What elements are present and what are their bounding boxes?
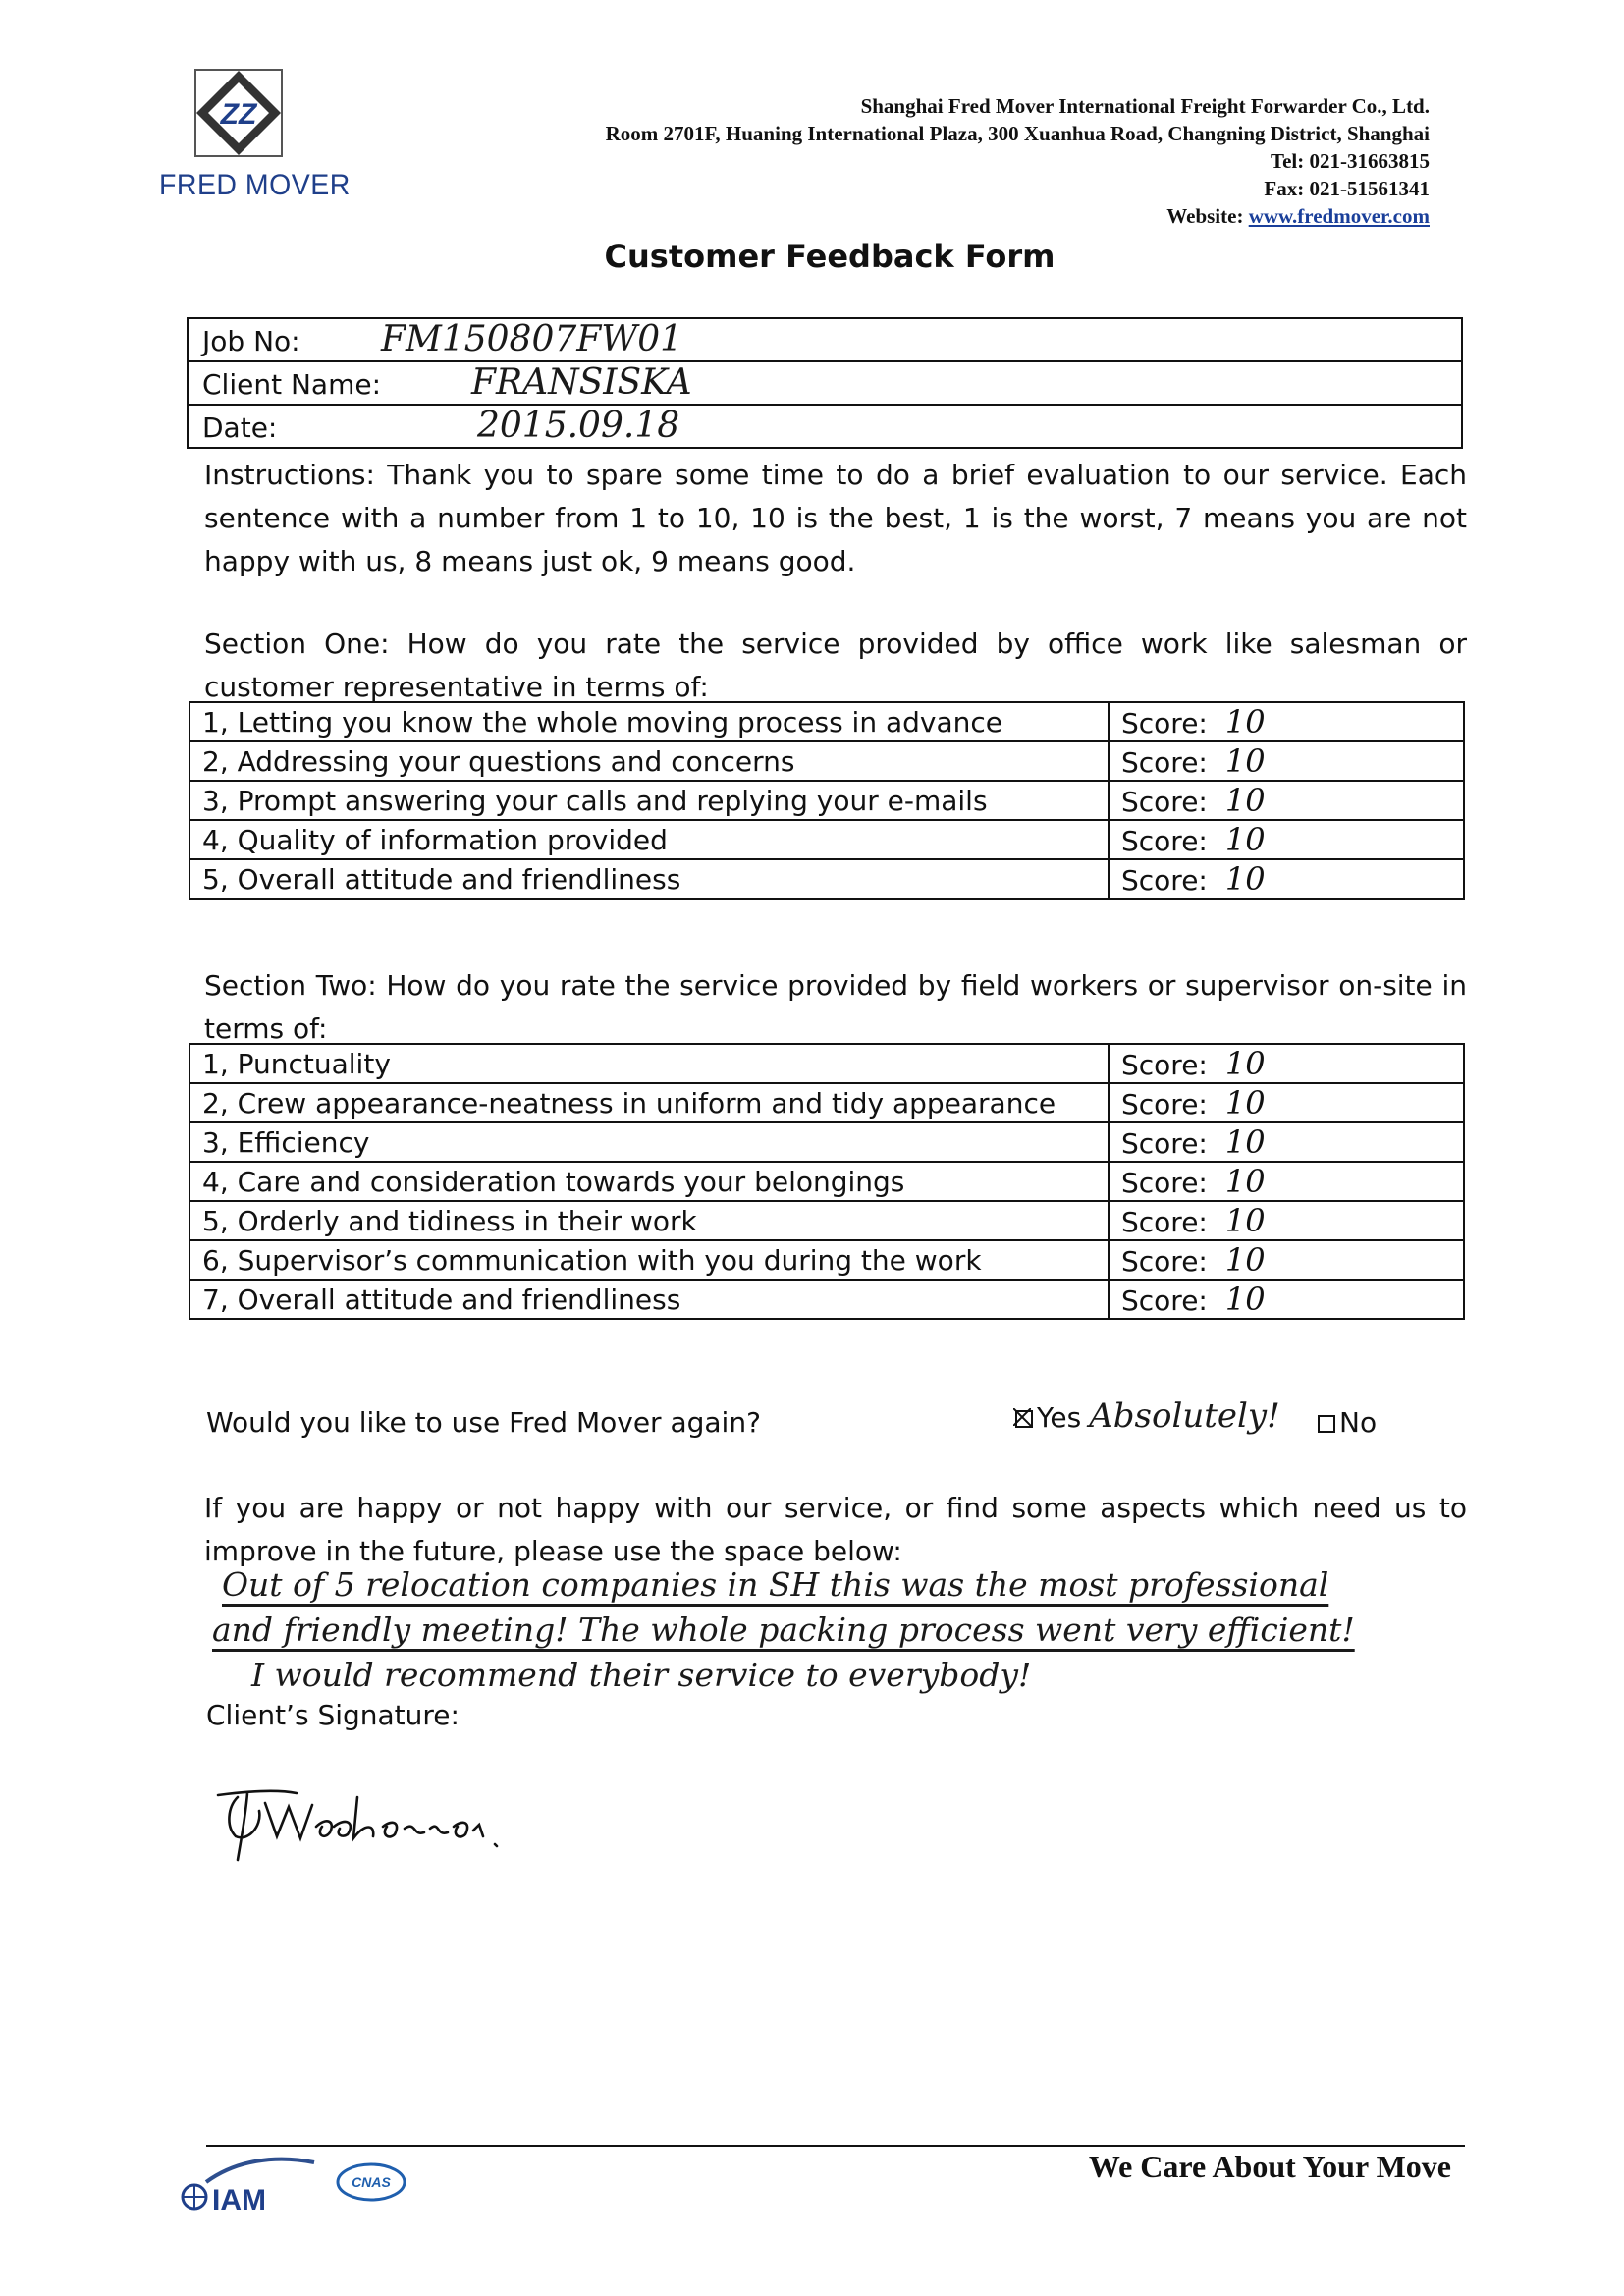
criterion-text: 4, Quality of information provided [189,820,1109,859]
job-number-value: FM150807FW01 [381,319,683,359]
client-name-row [189,362,1461,406]
section-two-heading: Section Two: How do you rate the service provided by field workers or supervisor on-site in terms of: [204,969,1467,1045]
score-label: Score: [1121,707,1208,739]
iam-cnas-logos [167,2143,412,2221]
score-label: Score: [1121,1285,1208,1317]
score-value: 10 [1224,1241,1266,1279]
score-cell [1109,1240,1464,1280]
footer-divider [206,2145,1465,2147]
criterion-text: 4, Care and consideration towards your belongings [189,1162,1109,1201]
client-name-label: Client Name: [202,368,381,401]
date-label: Date: [202,411,278,444]
table-row [189,702,1464,741]
score-value: 10 [1224,742,1266,780]
date-value: 2015.09.18 [477,406,680,446]
company-fax: Fax: 021-51561341 [1264,177,1430,200]
company-address: Room 2701F, Huaning International Plaza, 300 Xuanhua Road, Changning District, Shanghai [605,122,1430,145]
job-number-row [189,319,1461,362]
criterion-text: 5, Orderly and tidiness in their work [189,1201,1109,1240]
yes-label: Yes [1037,1401,1082,1434]
criterion-text: 3, Prompt answering your calls and replying your e-mails [189,781,1109,820]
score-cell [1109,741,1464,781]
criterion-text: 7, Overall attitude and friendliness [189,1280,1109,1319]
use-again-no-option[interactable] [1318,1406,1377,1439]
score-value: 10 [1224,1281,1266,1318]
client-signature [208,1777,571,1866]
table-row [189,820,1464,859]
score-value: 10 [1224,860,1266,898]
table-row [189,1083,1464,1122]
company-name: Shanghai Fred Mover International Freight Forwarder Co., Ltd. [860,94,1430,118]
iam-text: IAM [212,2184,266,2216]
table-row [189,1240,1464,1280]
comment-line: and friendly meeting! The whole packing process went very efficient! [212,1611,1355,1649]
table-row [189,1044,1464,1083]
table-row [189,1201,1464,1240]
table-row [189,859,1464,899]
check-mark-icon [1013,1408,1031,1426]
table-row [189,1280,1464,1319]
signature-label: Client’s Signature: [206,1699,460,1731]
section-two-table [189,1043,1465,1320]
table-row [189,781,1464,820]
score-cell [1109,859,1464,899]
score-label: Score: [1121,864,1208,897]
footer-slogan: We Care About Your Move [1088,2149,1451,2184]
company-website [606,202,1430,230]
company-info [606,92,1430,230]
section-one-heading: Section One: How do you rate the service provided by office work like salesman or customer representative in terms of: [204,628,1467,703]
svg-text:ZZ: ZZ [220,98,257,131]
logo-text: FRED MOVER [159,169,351,201]
no-label: No [1339,1406,1378,1439]
job-info-table [187,317,1463,449]
score-cell [1109,1201,1464,1240]
table-row [189,741,1464,781]
criterion-text: 6, Supervisor’s communication with you during the work [189,1240,1109,1280]
use-again-yes-option[interactable] [1015,1396,1280,1436]
criterion-text: 2, Crew appearance-neatness in uniform and tidy appearance [189,1083,1109,1122]
criterion-text: 2, Addressing your questions and concerns [189,741,1109,781]
score-value: 10 [1224,782,1266,819]
score-cell [1109,702,1464,741]
section-one-table [189,701,1465,900]
score-value: 10 [1224,1163,1266,1200]
instructions: Instructions: Thank you to spare some time to do a brief evaluation to our service. Each sentence with a number from 1 to 10, 10 is the best, 1 is the worst, 7 means you are not happy with us, 8 means just ok, 9 means good. [204,459,1467,577]
score-cell [1109,1044,1464,1083]
client-name-value: FRANSISKA [471,362,692,403]
score-cell [1109,781,1464,820]
score-value: 10 [1224,1202,1266,1239]
score-label: Score: [1121,1088,1208,1121]
criterion-text: 1, Letting you know the whole moving process in advance [189,702,1109,741]
score-value: 10 [1224,703,1266,740]
score-value: 10 [1224,821,1266,858]
score-label: Score: [1121,1127,1208,1160]
date-row [189,406,1461,449]
table-row [189,1162,1464,1201]
fred-mover-logo [194,69,283,157]
score-value: 10 [1224,1045,1266,1082]
score-label: Score: [1121,746,1208,779]
score-cell [1109,1083,1464,1122]
score-cell [1109,1280,1464,1319]
score-value: 10 [1224,1123,1266,1161]
form-title: Customer Feedback Form [604,238,1056,275]
score-label: Score: [1121,1206,1208,1238]
score-cell [1109,820,1464,859]
yes-checkbox[interactable] [1015,1410,1033,1428]
criterion-text: 5, Overall attitude and friendliness [189,859,1109,899]
no-checkbox[interactable] [1318,1415,1335,1433]
website-link[interactable]: www.fredmover.com [1248,204,1430,228]
comment-line: I would recommend their service to everybody! [251,1656,1032,1694]
score-cell [1109,1122,1464,1162]
score-label: Score: [1121,1167,1208,1199]
criterion-text: 3, Efficiency [189,1122,1109,1162]
job-number-label: Job No: [202,325,300,357]
table-row [189,1122,1464,1162]
comment-line: Out of 5 relocation companies in SH this was the most professional [222,1565,1329,1604]
cnas-text: CNAS [352,2174,391,2190]
score-label: Score: [1121,786,1208,818]
website-label: Website: [1166,204,1249,228]
score-cell [1109,1162,1464,1201]
company-tel: Tel: 021-31663815 [1271,149,1430,173]
score-label: Score: [1121,1049,1208,1081]
score-label: Score: [1121,825,1208,857]
score-value: 10 [1224,1084,1266,1121]
use-again-question: Would you like to use Fred Mover again? [206,1406,761,1439]
comments-prompt: If you are happy or not happy with our service, or find some aspects which need us to improve in the future, please use the space below: [204,1492,1467,1567]
score-label: Score: [1121,1245,1208,1278]
yes-handwritten-note: Absolutely! [1089,1396,1280,1436]
criterion-text: 1, Punctuality [189,1044,1109,1083]
